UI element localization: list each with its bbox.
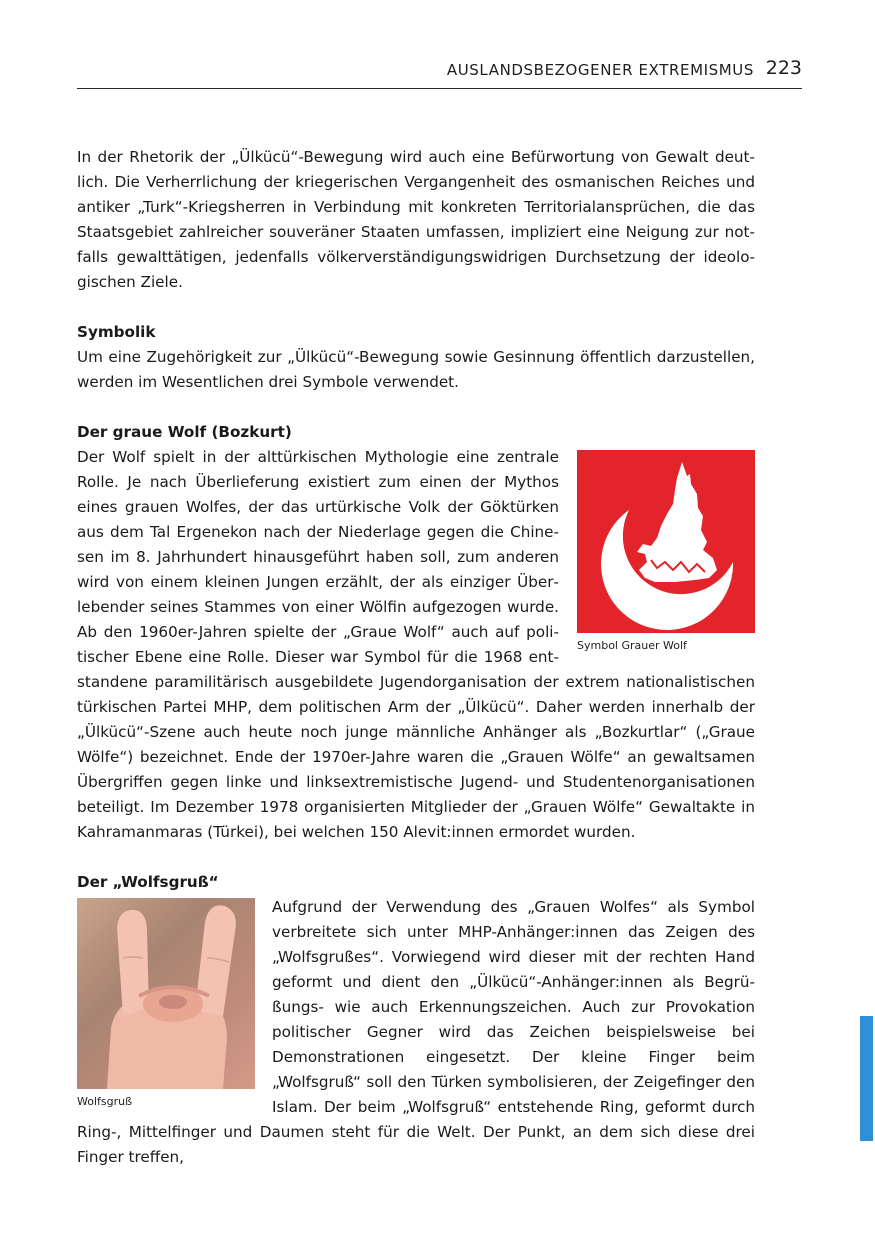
page-number: 223 [765, 57, 802, 79]
wolf-salute-photo [77, 898, 255, 1089]
hand-figure [77, 898, 255, 1109]
symbolik-paragraph: Um eine Zugehörigkeit zur „Ülkücü“-Bewegung sowie Gesinnung öffentlich darzustellen, werden im Wesentlichen drei Symbole verwendet. [77, 348, 755, 391]
page-header [77, 56, 802, 89]
wolfsgruss-heading: Der „Wolfsgruß“ [77, 873, 219, 891]
hand-gesture-icon [77, 898, 255, 1089]
running-title: AUSLANDSBEZOGENER EXTREMISMUS [446, 61, 754, 79]
intro-paragraph: In der Rhetorik der „Ülkücü“-Bewegung wird auch eine Befürwortung von Gewalt deutlich. Die Verherrlichung der kriegerischen Vergangenheit des osmanischen Reiches und antiker „Turk“-Kriegsherren in Verbindung mit konkreten Territorialansprüchen, die das Staatsgebiet zahlreicher souveräner Staaten umfassen, impliziert eine Neigung zur notfalls gewalttätigen, jedenfalls völkerverständigungswidrigen Durchsetzung der ideologischen Ziele. [77, 148, 755, 291]
wolf-figure [577, 450, 755, 653]
wolf-paragraph: Der Wolf spielt in der alttürkischen Mythologie eine zentrale Rolle. Je nach Überlieferung existiert zum einen der Mythos eines grauen Wolfes, der das urtürkische Volk der Göktürken aus dem Tal Ergenekon nach der Niederlage gegen die Chinesen im 8. Jahrhundert hinausgeführt haben soll, zum anderen wird von einem kleinen Jungen erzählt, der als einziger Überlebender seines Stammes von einer Wölfin aufgezogen wurde. Ab den 1960er-Jahren spielte der „Graue Wolf“ auch auf politischer Ebene eine Rolle. Dieser war Symbol für die 1968 entstandene paramilitärisch ausgebildete Jugendorganisation der extrem nationalistischen türkischen Partei MHP, dem politischen Arm der „Ülkücü“. Daher werden innerhalb der „Ülkücü“-Szene auch heute noch junge männliche Anhänger als „Bozkurtlar“ („Graue Wölfe“) bezeichnet. Ende der 1970er-Jahre waren die „Grauen Wölfe“ an gewaltsamen Übergriffen gegen linke und linksextremistische Jugend- und Studentenorganisationen beteiligt. Im Dezember 1978 organisierten Mitglieder der „Grauen Wölfe“ Gewaltakte in Kahramanmaras (Türkei), bei welchen 150 Alevit:innen ermordet wurden. [77, 448, 755, 841]
chapter-tab-marker [860, 1016, 873, 1141]
wolf-heading: Der graue Wolf (Bozkurt) [77, 423, 292, 441]
symbolik-heading: Symbolik [77, 323, 156, 341]
wolfsgruss-paragraph: Aufgrund der Verwendung des „Grauen Wolfes“ als Symbol verbreitete sich unter MHP-Anhänger:innen das Zeigen des „Wolfsgrußes“. Vorwiegend wird dieser mit der rechten Hand geformt und dient den „Ülkücü“-Anhänger:innen als Begrüßungs- wie auch Erkennungszeichen. Auch zur Provokation politischer Gegner wird das Zeichen beispielsweise bei Demonstrationen eingesetzt. Der kleine Finger beim „Wolfsgruß“ soll den Türken symbolisieren, der Zeigefinger den Islam. Der beim „Wolfsgruß“ entstehende Ring, geformt durch Ring-, Mittelfinger und Daumen steht für die Welt. Der Punkt, an dem sich diese drei Finger treffen, [77, 898, 755, 1166]
grey-wolf-symbol-image [577, 450, 755, 633]
hand-figure-caption: Wolfsgruß [77, 1095, 133, 1108]
page-body [77, 145, 755, 1170]
wolf-figure-caption: Symbol Grauer Wolf [577, 639, 687, 652]
crescent-wolf-icon [577, 450, 755, 633]
